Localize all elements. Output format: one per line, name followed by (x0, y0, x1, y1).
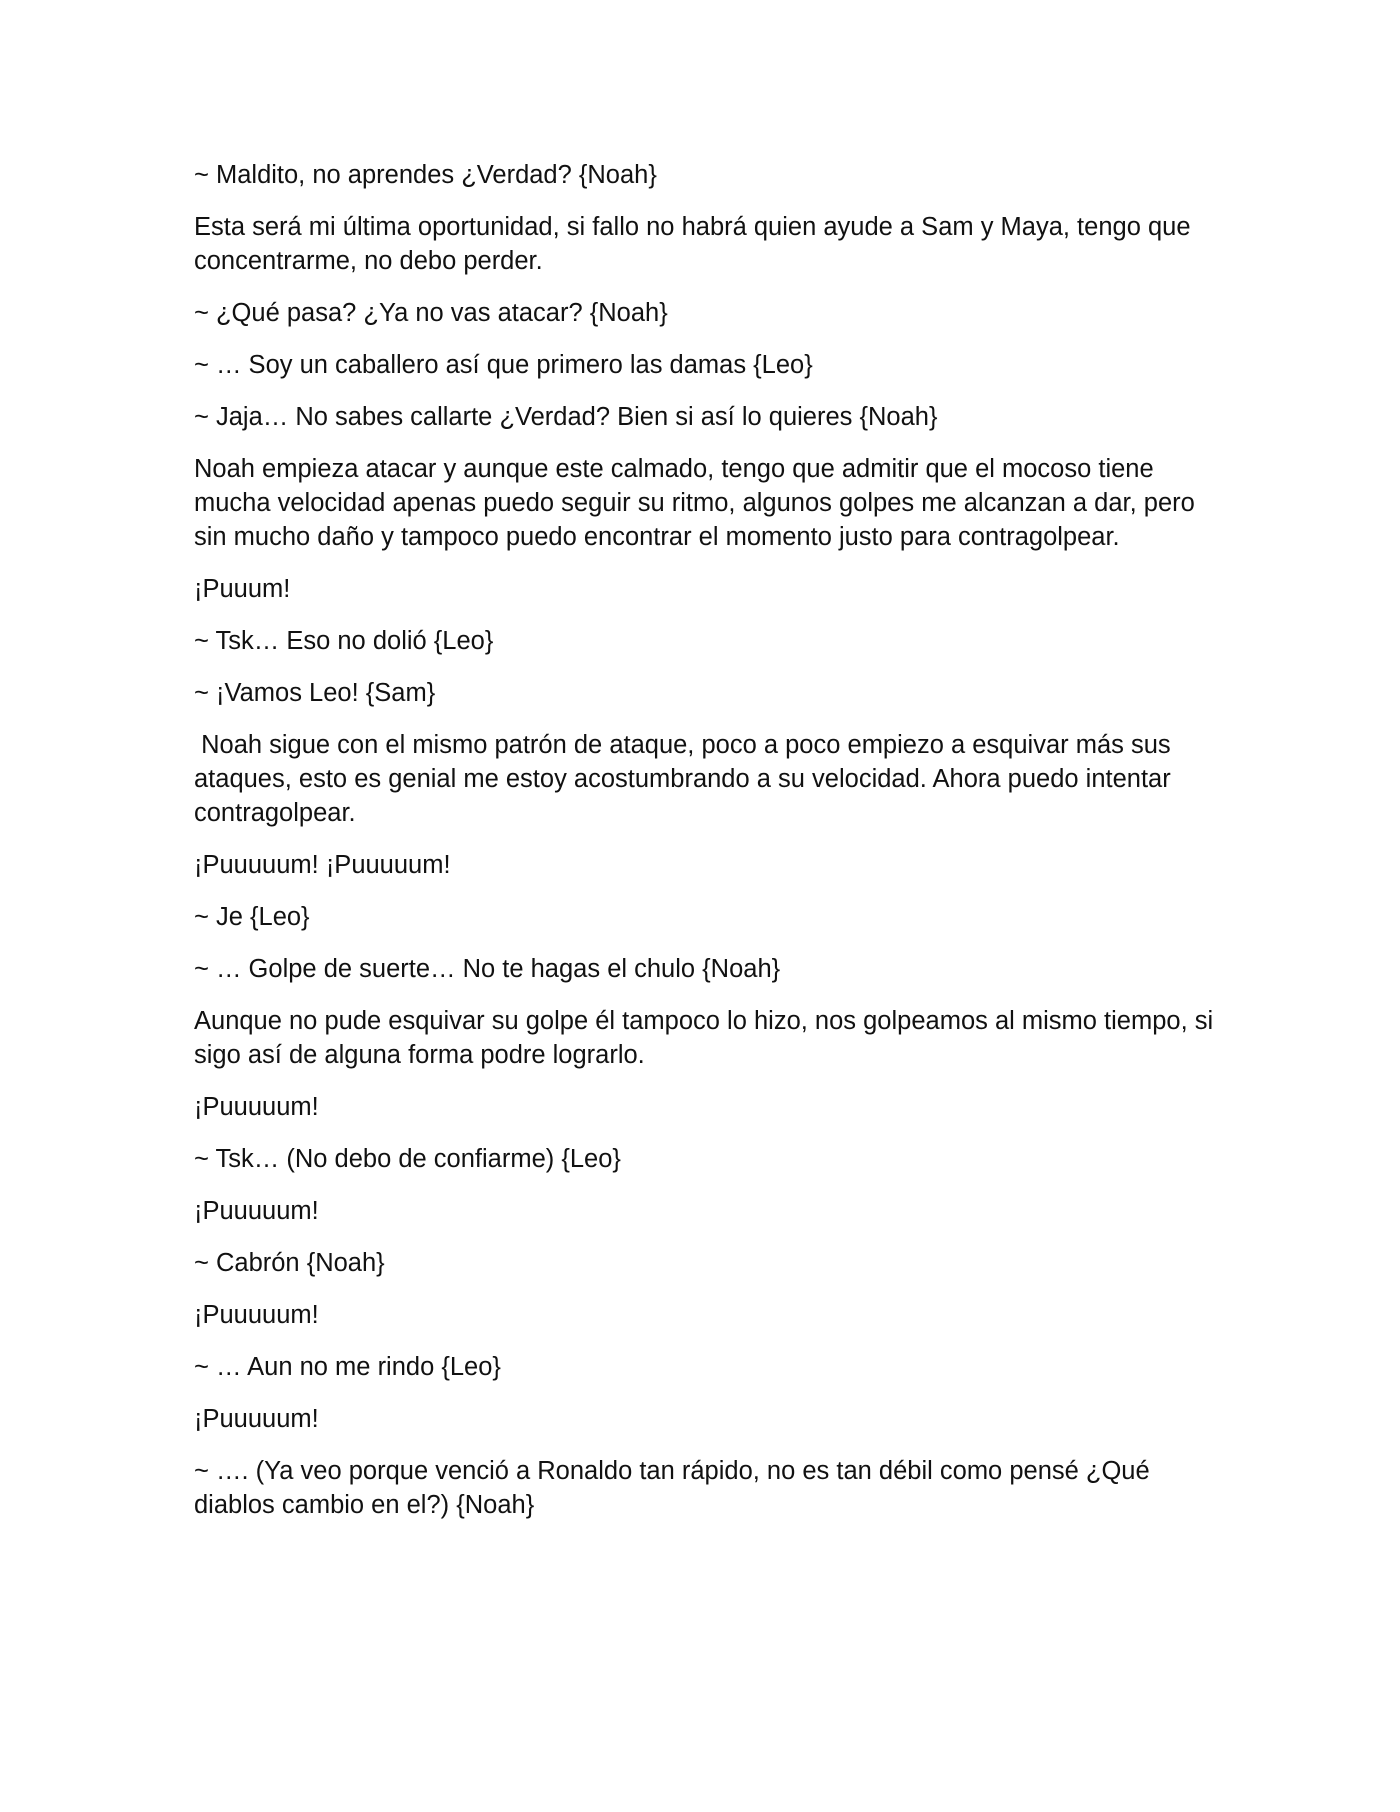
paragraph: Noah sigue con el mismo patrón de ataque, poco a poco empiezo a esquivar más sus ataques, esto es genial me estoy acostumbrando a su velocidad. Ahora puedo intentar contragolpear. (194, 731, 1178, 827)
paragraph: ¡Puuuuum! (194, 1405, 319, 1433)
paragraph: Esta será mi última oportunidad, si fallo no habrá quien ayude a Sam y Maya, tengo que concentrarme, no debo perder. (194, 213, 1198, 275)
paragraph: Aunque no pude esquivar su golpe él tampoco lo hizo, nos golpeamos al mismo tiempo, si sigo así de alguna forma podre lograrlo. (194, 1007, 1221, 1069)
paragraph: ¡Puuuuum! (194, 1301, 319, 1329)
paragraph: Noah empieza atacar y aunque este calmado, tengo que admitir que el mocoso tiene mucha velocidad apenas puedo seguir su ritmo, algunos golpes me alcanzan a dar, pero sin mucho daño y tampoco puedo encontrar el momento justo para contragolpear. (194, 455, 1202, 551)
paragraph: ~ … Soy un caballero así que primero las damas {Leo} (194, 351, 813, 379)
paragraph: ~ …. (Ya veo porque venció a Ronaldo tan rápido, no es tan débil como pensé ¿Qué diablos cambio en el?) {Noah} (194, 1457, 1157, 1519)
paragraph: ~ Je {Leo} (194, 903, 310, 931)
paragraph: ~ Tsk… (No debo de confiarme) {Leo} (194, 1145, 621, 1173)
document-body (194, 158, 1221, 1540)
paragraph: ~ Maldito, no aprendes ¿Verdad? {Noah} (194, 161, 657, 189)
paragraph: ~ ¿Qué pasa? ¿Ya no vas atacar? {Noah} (194, 299, 668, 327)
paragraph: ¡Puuuuum! ¡Puuuuum! (194, 851, 451, 879)
paragraph: ~ Jaja… No sabes callarte ¿Verdad? Bien si así lo quieres {Noah} (194, 403, 938, 431)
paragraph: ~ Tsk… Eso no dolió {Leo} (194, 627, 494, 655)
paragraph: ~ ¡Vamos Leo! {Sam} (194, 679, 436, 707)
paragraph: ~ … Aun no me rindo {Leo} (194, 1353, 501, 1381)
paragraph: ~ … Golpe de suerte… No te hagas el chulo {Noah} (194, 955, 781, 983)
paragraph: ¡Puuuuum! (194, 1093, 319, 1121)
paragraph: ¡Puuuuum! (194, 1197, 319, 1225)
paragraph: ~ Cabrón {Noah} (194, 1249, 385, 1277)
paragraph: ¡Puuum! (194, 575, 291, 603)
